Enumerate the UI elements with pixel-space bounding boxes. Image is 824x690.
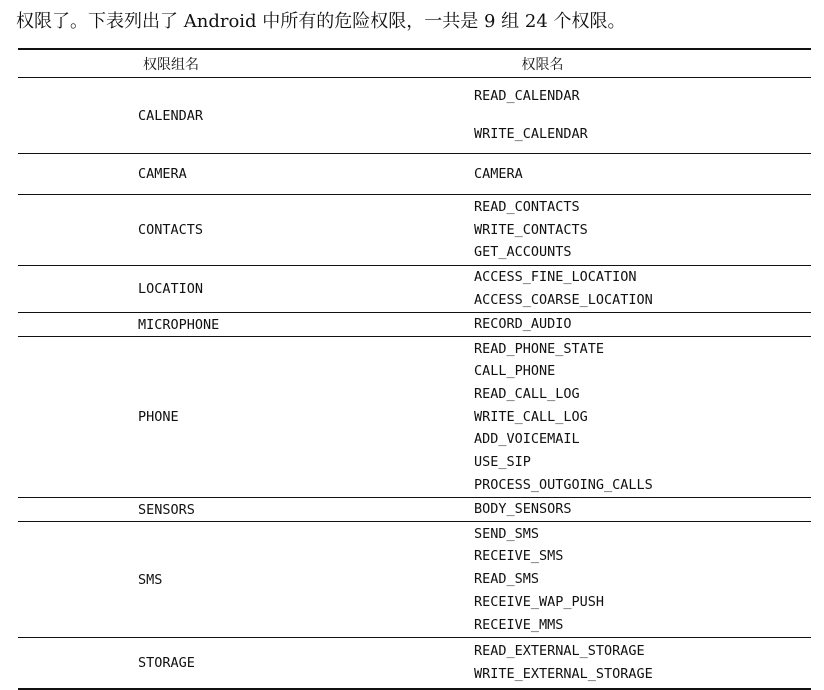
permission-list xyxy=(474,337,811,497)
permission-group-name: LOCATION xyxy=(138,281,204,297)
permission-name: ACCESS_COARSE_LOCATION xyxy=(474,292,653,308)
table-row xyxy=(18,313,811,337)
permission-name: USE_SIP xyxy=(474,454,531,471)
permission-group-name: CONTACTS xyxy=(138,222,204,238)
permission-group-name: CALENDAR xyxy=(138,107,204,124)
permission-list xyxy=(474,154,811,194)
permission-list xyxy=(474,266,811,312)
permission-group-name: CAMERA xyxy=(138,166,187,182)
permissions-table xyxy=(18,48,811,690)
permission-name: RECEIVE_SMS xyxy=(474,548,564,565)
permission-name: READ_CONTACTS xyxy=(474,198,580,215)
table-row xyxy=(18,154,811,195)
permission-name: RECEIVE_MMS xyxy=(474,616,564,633)
permission-list xyxy=(474,498,811,521)
permission-list xyxy=(474,522,811,637)
permission-name: READ_SMS xyxy=(474,571,540,588)
permission-group-name: SMS xyxy=(138,571,163,588)
permission-name: WRITE_CALL_LOG xyxy=(474,408,588,425)
permission-name: ADD_VOICEMAIL xyxy=(474,431,580,448)
table-row xyxy=(18,266,811,313)
permission-group-name: STORAGE xyxy=(138,655,195,671)
permission-name: PROCESS_OUTGOING_CALLS xyxy=(474,476,653,493)
permission-list xyxy=(474,313,811,336)
table-row xyxy=(18,638,811,690)
permission-name: CALL_PHONE xyxy=(474,363,556,380)
permission-name: ACCESS_FINE_LOCATION xyxy=(474,269,637,286)
table-row xyxy=(18,522,811,638)
table-row xyxy=(18,195,811,266)
permission-name: WRITE_CONTACTS xyxy=(474,221,588,238)
header-permission-name: 权限名 xyxy=(521,56,564,73)
table-header xyxy=(18,50,811,78)
permission-list xyxy=(474,195,811,265)
permission-name: RECORD_AUDIO xyxy=(474,316,572,333)
permission-name: SEND_SMS xyxy=(474,525,540,542)
intro-paragraph: 权限了。下表列出了 Android 中所有的危险权限，一共是 9 组 24 个权限。 xyxy=(16,11,626,32)
table-row xyxy=(18,337,811,498)
permission-name: BODY_SENSORS xyxy=(474,501,572,518)
permission-group-name: MICROPHONE xyxy=(138,316,220,333)
permission-name: READ_CALENDAR xyxy=(474,88,580,105)
permission-name: READ_EXTERNAL_STORAGE xyxy=(474,643,645,660)
header-group-name: 权限组名 xyxy=(143,56,199,73)
permission-group-name: SENSORS xyxy=(138,501,195,518)
permission-list xyxy=(474,638,811,688)
table-body xyxy=(18,78,811,690)
table-row xyxy=(18,78,811,154)
permission-name: RECEIVE_WAP_PUSH xyxy=(474,593,605,610)
permission-group-name: PHONE xyxy=(138,409,179,425)
permission-name: WRITE_CALENDAR xyxy=(474,125,588,142)
permission-list xyxy=(474,78,811,153)
table-row xyxy=(18,498,811,522)
permission-name: GET_ACCOUNTS xyxy=(474,244,572,261)
permission-name: READ_CALL_LOG xyxy=(474,385,580,402)
permission-name: WRITE_EXTERNAL_STORAGE xyxy=(474,666,653,682)
permission-name: CAMERA xyxy=(474,165,523,182)
permission-name: READ_PHONE_STATE xyxy=(474,340,605,357)
